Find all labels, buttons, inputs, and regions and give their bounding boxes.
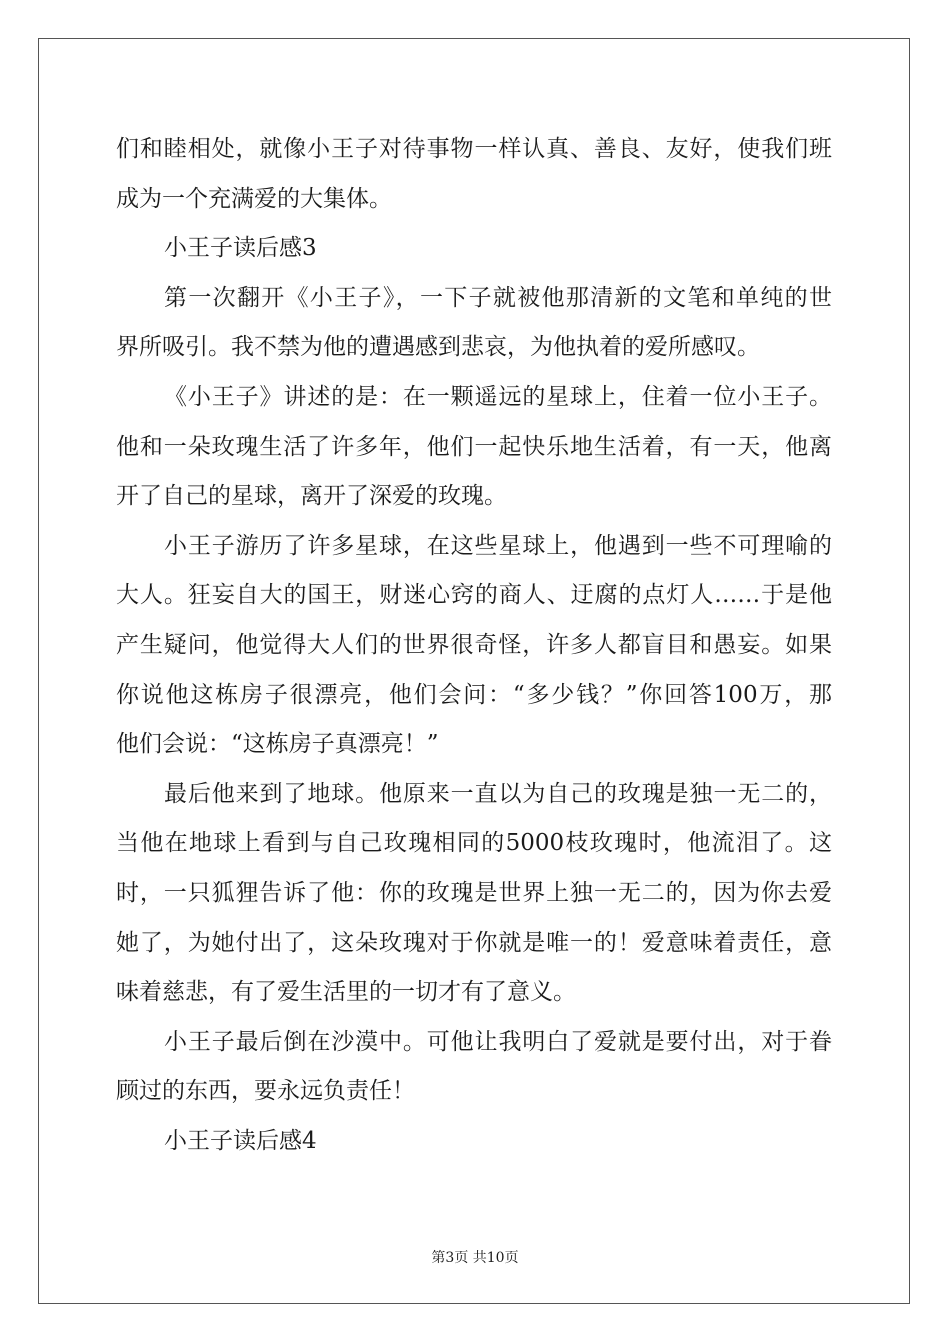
- text-line: 小王子读后感4: [164, 1127, 317, 1154]
- text-line: 成为一个充满爱的大集体。: [116, 185, 392, 212]
- text-line: 《小王子》讲述的是：在一颗遥远的星球上，住着一位小王子。: [164, 383, 832, 410]
- text-line: 他们会说：“这栋房子真漂亮！”: [116, 731, 439, 758]
- text-line: 界所吸引。我不禁为他的遭遇感到悲哀，为他执着的爱所感叹。: [116, 334, 760, 361]
- text-line: 产生疑问，他觉得大人们的世界很奇怪，许多人都盲目和愚妄。如果: [116, 631, 832, 658]
- text-line: 小王子读后感3: [164, 235, 317, 262]
- text-line: 开了自己的星球，离开了深爱的玫瑰。: [116, 483, 507, 510]
- text-line: 味着慈悲，有了爱生活里的一切才有了意义。: [116, 979, 576, 1006]
- text-line: 大人。狂妄自大的国王，财迷心窍的商人、迂腐的点灯人……于是他: [116, 582, 832, 609]
- text-line: 第一次翻开《小王子》，一下子就被他那清新的文笔和单纯的世: [164, 284, 832, 311]
- text-line: 你说他这栋房子很漂亮，他们会问：“多少钱？”你回答100万，那: [116, 681, 832, 708]
- text-line: 她了，为她付出了，这朵玫瑰对于你就是唯一的！爱意味着责任，意: [116, 929, 832, 956]
- text-line: 小王子游历了许多星球，在这些星球上，他遇到一些不可理喻的: [164, 532, 832, 559]
- document-body: [116, 125, 840, 1166]
- text-line: 小王子最后倒在沙漠中。可他让我明白了爱就是要付出，对于眷: [164, 1028, 832, 1055]
- text-line: 们和睦相处，就像小王子对待事物一样认真、善良、友好，使我们班: [116, 136, 832, 162]
- text-line: 最后他来到了地球。他原来一直以为自己的玫瑰是独一无二的，: [164, 780, 832, 807]
- text-line: 时，一只狐狸告诉了他：你的玫瑰是世界上独一无二的，因为你去爱: [116, 879, 832, 906]
- text-line: 顾过的东西，要永远负责任！: [116, 1078, 415, 1105]
- text-line: 当他在地球上看到与自己玫瑰相同的5000枝玫瑰时，他流泪了。这: [116, 830, 832, 857]
- text-line: 他和一朵玫瑰生活了许多年，他们一起快乐地生活着，有一天，他离: [116, 433, 832, 460]
- page-footer: 第3页 共10页: [431, 1250, 519, 1266]
